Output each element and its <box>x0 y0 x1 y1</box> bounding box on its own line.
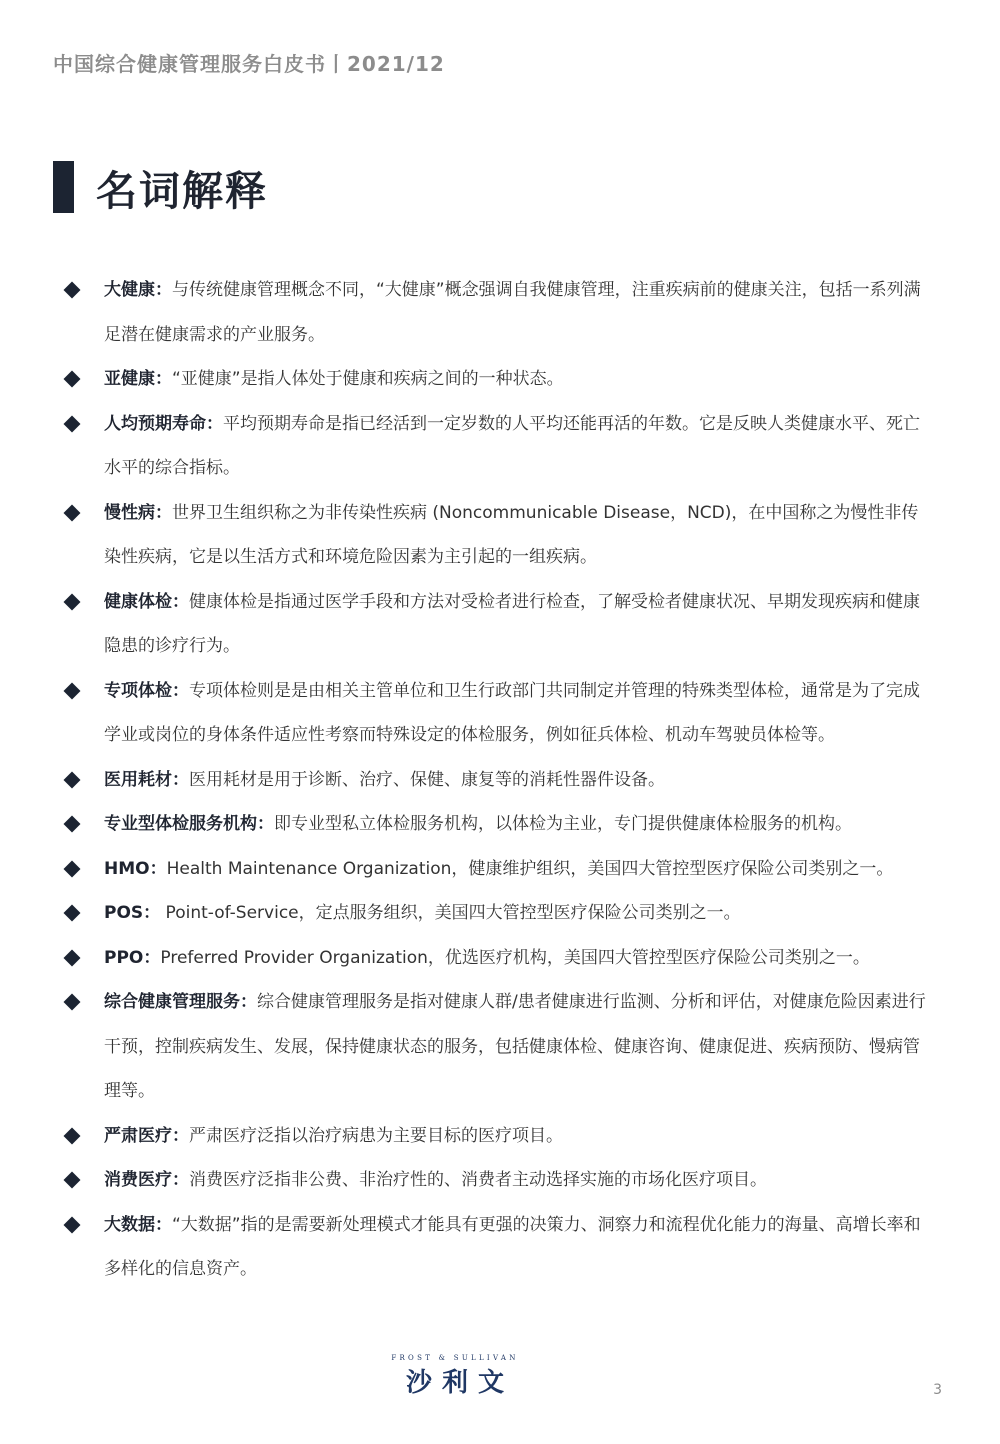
diamond-bullet-icon <box>64 860 81 877</box>
diamond-bullet-icon <box>64 771 81 788</box>
glossary-item <box>62 980 942 1114</box>
glossary-definition: 严肃医疗泛指以治疗病患为主要目标的医疗项目。 <box>189 1125 563 1146</box>
glossary-item <box>62 1203 942 1292</box>
glossary-text <box>104 802 930 847</box>
glossary-term: 专项体检： <box>104 680 189 701</box>
section-title: 名词解释 <box>96 166 268 215</box>
glossary-item <box>62 847 942 892</box>
glossary-item <box>62 357 942 402</box>
heading-bar <box>53 161 74 213</box>
glossary-item <box>62 491 942 580</box>
glossary-definition: Health Maintenance Organization，健康维护组织，美国四大管控型医疗保险公司类别之一。 <box>166 858 894 879</box>
frost-sullivan-logo <box>386 1354 524 1399</box>
glossary-list <box>62 268 942 1292</box>
glossary-item <box>62 1158 942 1203</box>
glossary-term: 大健康： <box>104 280 172 300</box>
glossary-definition: 综合健康管理服务是指对健康人群/患者健康进行监测、分析和评估，对健康危险因素进行干预，控制疾病发生、发展，保持健康状态的服务，包括健康体检、健康咨询、健康促进、疾病预防、慢病管理等。 <box>104 992 926 1101</box>
glossary-term: 慢性病： <box>104 502 172 523</box>
glossary-text <box>104 1158 930 1203</box>
glossary-definition: 世界卫生组织称之为非传染性疾病 (Noncommunicable Disease，NCD)，在中国称之为慢性非传染性疾病，它是以生活方式和环境危险因素为主引起的一组疾病。 <box>104 502 919 567</box>
diamond-bullet-icon <box>64 1216 81 1233</box>
glossary-term: POS： <box>104 903 161 923</box>
logo-english: FROST & SULLIVAN <box>391 1354 519 1362</box>
diamond-bullet-icon <box>64 1172 81 1189</box>
glossary-term: 消费医疗： <box>104 1170 189 1190</box>
glossary-item <box>62 669 942 758</box>
glossary-term: 健康体检： <box>104 591 189 612</box>
glossary-term: 医用耗材： <box>104 769 189 790</box>
glossary-definition: 即专业型私立体检服务机构，以体检为主业，专门提供健康体检服务的机构。 <box>274 814 852 834</box>
glossary-term: 人均预期寿命： <box>104 413 223 434</box>
glossary-item <box>62 891 942 936</box>
diamond-bullet-icon <box>64 415 81 432</box>
diamond-bullet-icon <box>64 371 81 388</box>
glossary-definition: 消费医疗泛指非公费、非治疗性的、消费者主动选择实施的市场化医疗项目。 <box>189 1170 767 1190</box>
glossary-item <box>62 802 942 847</box>
glossary-item <box>62 580 942 669</box>
diamond-bullet-icon <box>64 994 81 1011</box>
glossary-definition: 健康体检是指通过医学手段和方法对受检者进行检查，了解受检者健康状况、早期发现疾病和健康隐患的诊疗行为。 <box>104 591 920 656</box>
glossary-text <box>104 891 930 936</box>
glossary-text <box>104 491 930 580</box>
glossary-term: PPO： <box>104 947 161 968</box>
glossary-text <box>104 357 930 402</box>
glossary-definition: 医用耗材是用于诊断、治疗、保健、康复等的消耗性器件设备。 <box>189 769 665 790</box>
glossary-term: HMO： <box>104 858 167 879</box>
diamond-bullet-icon <box>64 504 81 521</box>
glossary-text <box>104 268 930 357</box>
glossary-term: 综合健康管理服务： <box>104 992 257 1012</box>
glossary-definition: 专项体检则是是由相关主管单位和卫生行政部门共同制定并管理的特殊类型体检，通常是为了完成学业或岗位的身体条件适应性考察而特殊设定的体检服务，例如征兵体检、机动车驾驶员体检等。 <box>104 680 920 745</box>
diamond-bullet-icon <box>64 905 81 922</box>
glossary-item <box>62 936 942 981</box>
glossary-definition: “大数据”指的是需要新处理模式才能具有更强的决策力、洞察力和流程优化能力的海量、高增长率和多样化的信息资产。 <box>104 1214 921 1279</box>
diamond-bullet-icon <box>64 816 81 833</box>
glossary-definition: Point-of-Service，定点服务组织，美国四大管控型医疗保险公司类别之一。 <box>160 903 741 923</box>
diamond-bullet-icon <box>64 1127 81 1144</box>
diamond-bullet-icon <box>64 593 81 610</box>
glossary-term: 专业型体检服务机构： <box>104 814 274 834</box>
document-header: 中国综合健康管理服务白皮书丨2021/12 <box>53 52 445 76</box>
page-number: 3 <box>933 1382 942 1398</box>
glossary-text <box>104 580 930 669</box>
glossary-text <box>104 1114 930 1159</box>
glossary-text <box>104 980 930 1114</box>
glossary-text <box>104 847 930 892</box>
glossary-text <box>104 1203 930 1292</box>
glossary-term: 严肃医疗： <box>104 1125 189 1146</box>
glossary-text <box>104 758 930 803</box>
glossary-definition: 平均预期寿命是指已经活到一定岁数的人平均还能再活的年数。它是反映人类健康水平、死亡水平的综合指标。 <box>104 413 920 478</box>
glossary-term: 亚健康： <box>104 369 172 389</box>
glossary-text <box>104 936 930 981</box>
glossary-definition: 与传统健康管理概念不同，“大健康”概念强调自我健康管理，注重疾病前的健康关注，包括一系列满足潜在健康需求的产业服务。 <box>104 280 921 345</box>
glossary-text <box>104 669 930 758</box>
glossary-item <box>62 402 942 491</box>
logo-chinese: 沙利文 <box>405 1368 514 1398</box>
glossary-term: 大数据： <box>104 1214 172 1235</box>
glossary-item <box>62 758 942 803</box>
diamond-bullet-icon <box>64 682 81 699</box>
diamond-bullet-icon <box>64 949 81 966</box>
glossary-definition: “亚健康”是指人体处于健康和疾病之间的一种状态。 <box>172 369 564 389</box>
glossary-text <box>104 402 930 491</box>
glossary-item <box>62 1114 942 1159</box>
section-heading <box>53 160 268 214</box>
glossary-item <box>62 268 942 357</box>
diamond-bullet-icon <box>64 282 81 299</box>
glossary-definition: Preferred Provider Organization，优选医疗机构，美国四大管控型医疗保险公司类别之一。 <box>160 947 870 968</box>
